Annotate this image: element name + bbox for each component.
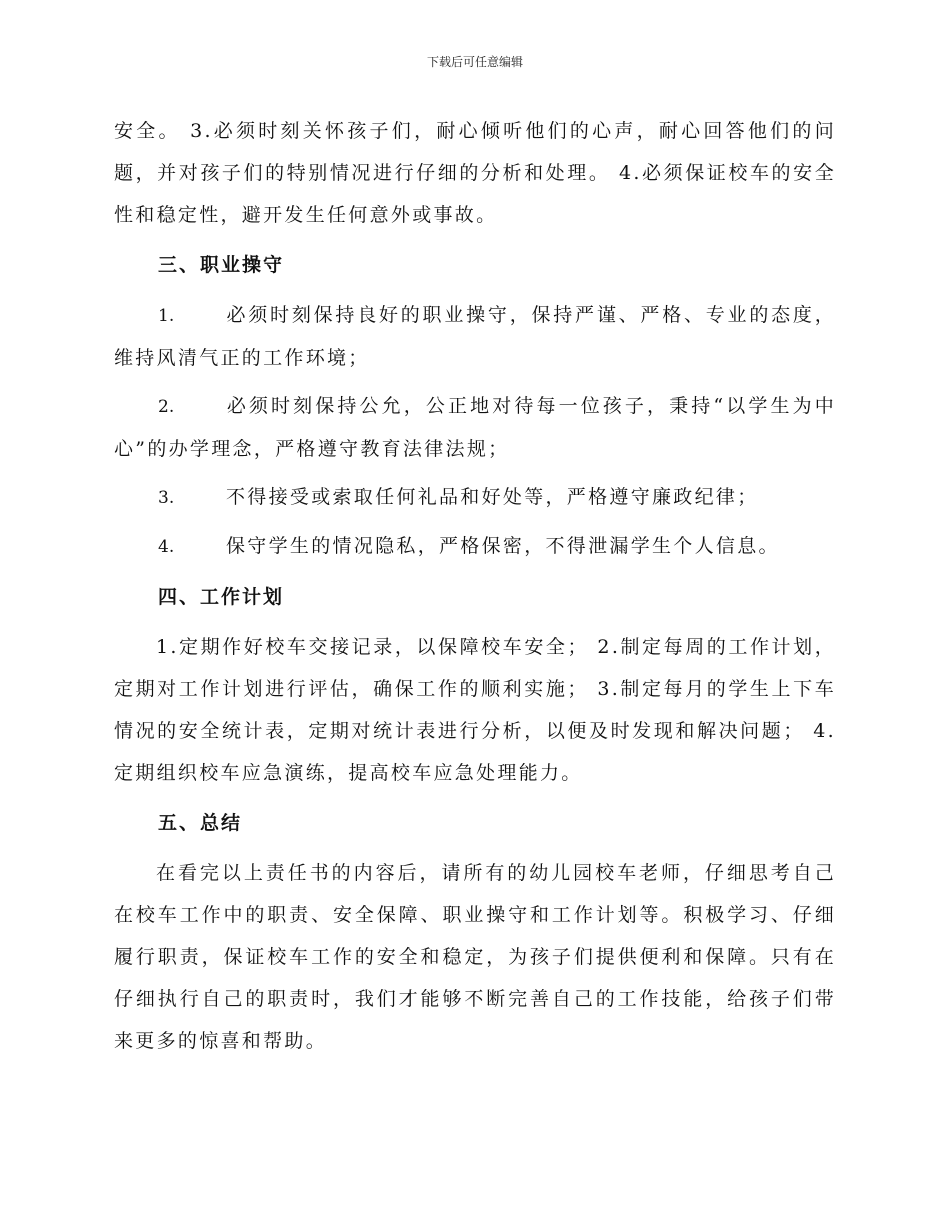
summary-paragraph: 在看完以上责任书的内容后，请所有的幼儿园校车老师，仔细思考自己在校车工作中的职责、安全保障、职业操守和工作计划等。积极学习、仔细履行职责，保证校车工作的安全和稳定，为孩子们提供便利和保障。只有在仔细执行自己的职责时，我们才能够不断完善自己的工作技能，给孩子们带来更多的惊喜和帮助。	[114, 862, 836, 1052]
list-item-text: 保守学生的情况隐私，严格保密，不得泄漏学生个人信息。	[226, 535, 780, 557]
list-item	[114, 525, 836, 568]
list-item-text: 必须时刻保持公允，公正地对待每一位孩子，秉持“以学生为中心”的办学理念，严格遵守教育法律法规；	[114, 395, 836, 460]
list-item	[114, 294, 836, 379]
intro-continuation-paragraph: 安全。 3.必须时刻关怀孩子们，耐心倾听他们的心声，耐心回答他们的问题，并对孩子们的特别情况进行仔细的分析和处理。 4.必须保证校车的安全性和稳定性，避开发生任何意外或事故。	[114, 120, 836, 226]
section-heading-professional-ethics: 三、职业操守	[158, 254, 285, 276]
list-item-text: 不得接受或索取任何礼品和好处等，严格遵守廉政纪律；	[226, 486, 759, 508]
document-body	[114, 110, 836, 1062]
list-item-number: 3.	[158, 488, 175, 508]
section-heading-summary: 五、总结	[158, 812, 243, 834]
list-item	[114, 476, 836, 519]
list-item-text: 必须时刻保持良好的职业操守，保持严谨、严格、专业的态度，维持风清气正的工作环境；	[114, 304, 836, 369]
work-plan-paragraph: 1.定期作好校车交接记录，以保障校车安全； 2.制定每周的工作计划，定期对工作计划进行评估，确保工作的顺利实施； 3.制定每月的学生上下车情况的安全统计表，定期对统计表进行分析，以便及时发现和解决问题； 4.定期组织校车应急演练，提高校车应急处理能力。	[114, 636, 836, 784]
list-item-number: 1.	[158, 306, 175, 326]
page-header-note: 下载后可任意编辑	[426, 55, 523, 69]
list-item-number: 4.	[158, 537, 175, 557]
section-heading-work-plan: 四、工作计划	[158, 586, 285, 608]
list-item-number: 2.	[158, 397, 175, 417]
list-item	[114, 385, 836, 470]
